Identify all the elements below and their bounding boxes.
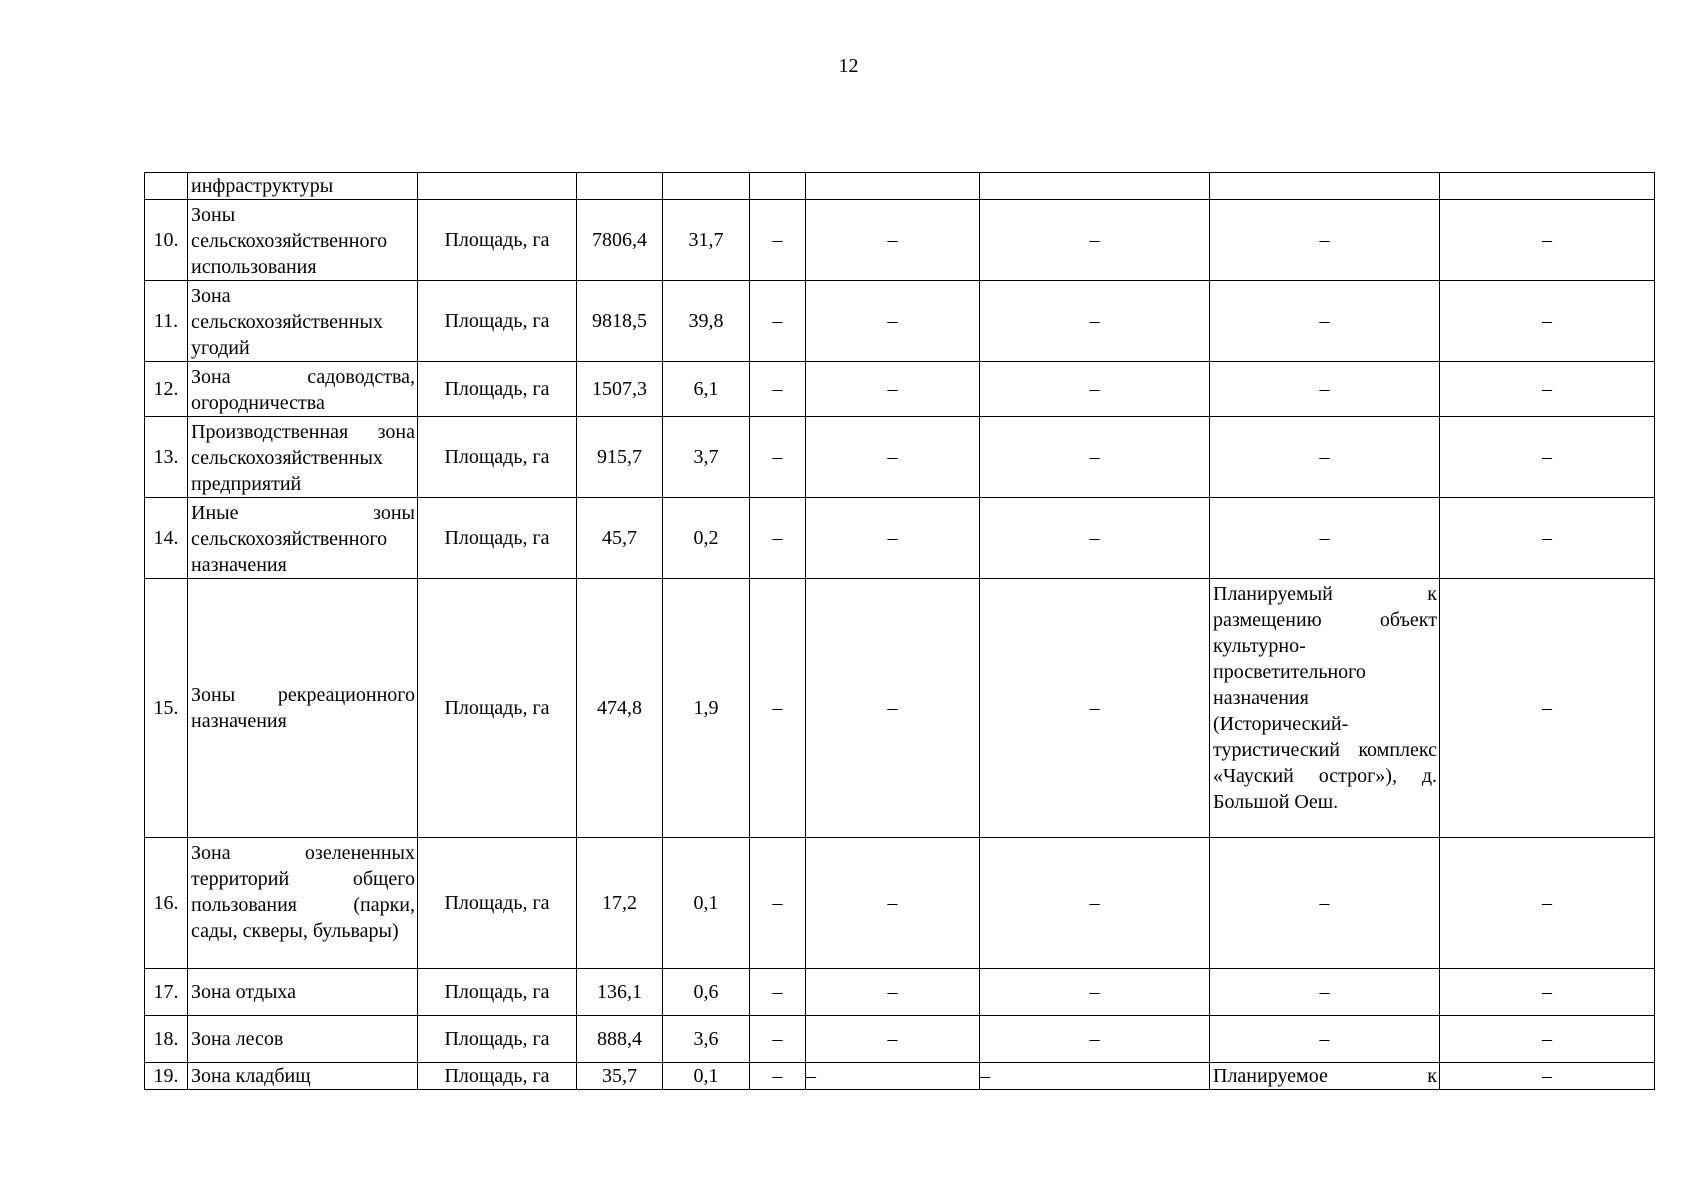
zones-table [144,172,1655,1090]
percent-cell: 1,9 [663,579,750,838]
cell: – [1210,1016,1440,1063]
table-row [145,838,1655,969]
row-number [145,173,188,200]
value-cell: 35,7 [577,1063,663,1090]
value-cell: 474,8 [577,579,663,838]
unit-cell: Площадь, га [418,281,577,362]
zone-name: Зона отдыха [188,969,418,1016]
percent-cell [663,173,750,200]
cell: – [1210,498,1440,579]
value-cell: 1507,3 [577,362,663,417]
cell: – [750,579,806,838]
cell: – [980,579,1210,838]
unit-cell: Площадь, га [418,1016,577,1063]
percent-cell: 31,7 [663,200,750,281]
percent-cell: 0,1 [663,838,750,969]
cell: – [750,1063,806,1090]
cell: – [750,969,806,1016]
table-row [145,281,1655,362]
zone-name: Зона лесов [188,1016,418,1063]
cell: – [980,969,1210,1016]
table-row [145,200,1655,281]
unit-cell: Площадь, га [418,1063,577,1090]
cell: – [806,838,980,969]
cell: – [1210,969,1440,1016]
table-row [145,498,1655,579]
cell: – [980,498,1210,579]
zone-name: Зона садоводства, огородничества [188,362,418,417]
cell: – [1440,579,1655,838]
percent-cell: 0,2 [663,498,750,579]
zone-name: Зона кладбищ [188,1063,418,1090]
cell: – [806,498,980,579]
unit-cell: Площадь, га [418,498,577,579]
planned-object-note: Планируемое к [1210,1063,1440,1090]
percent-cell: 6,1 [663,362,750,417]
cell: – [1440,498,1655,579]
cell: – [1440,838,1655,969]
cell: – [750,1016,806,1063]
cell: – [806,417,980,498]
cell: – [806,969,980,1016]
cell: – [1210,838,1440,969]
cell: – [806,579,980,838]
table-row [145,417,1655,498]
table-row [145,579,1655,838]
percent-cell: 3,6 [663,1016,750,1063]
row-number: 18. [145,1016,188,1063]
cell: – [1210,362,1440,417]
percent-cell: 0,6 [663,969,750,1016]
value-cell: 136,1 [577,969,663,1016]
cell: – [980,838,1210,969]
row-number: 12. [145,362,188,417]
table-row [145,1063,1655,1090]
cell: – [980,1016,1210,1063]
table-row [145,173,1655,200]
value-cell: 9818,5 [577,281,663,362]
row-number: 11. [145,281,188,362]
cell: – [1440,417,1655,498]
cell: – [750,281,806,362]
cell: – [750,498,806,579]
table-row [145,362,1655,417]
value-cell: 915,7 [577,417,663,498]
unit-cell [418,173,577,200]
cell: – [980,200,1210,281]
percent-cell: 0,1 [663,1063,750,1090]
table-row [145,1016,1655,1063]
unit-cell: Площадь, га [418,362,577,417]
zone-name: Зона озелененных территорий общего пользования (парки, сады, скверы, бульвары) [188,838,418,969]
zone-name: Производственная зона сельскохозяйственных предприятий [188,417,418,498]
cell: – [806,362,980,417]
cell: – [750,417,806,498]
unit-cell: Площадь, га [418,969,577,1016]
unit-cell: Площадь, га [418,200,577,281]
cell: – [750,200,806,281]
cell: – [806,1063,980,1090]
cell [750,173,806,200]
row-number: 15. [145,579,188,838]
zone-name: Иные зоны сельскохозяйственного назначения [188,498,418,579]
value-cell: 45,7 [577,498,663,579]
zone-name: Зоны сельскохозяйственного использования [188,200,418,281]
row-number: 13. [145,417,188,498]
value-cell [577,173,663,200]
cell: – [1440,200,1655,281]
cell: – [980,417,1210,498]
cell [980,173,1210,200]
cell: – [1440,281,1655,362]
cell: – [1440,1016,1655,1063]
row-number: 16. [145,838,188,969]
row-number: 17. [145,969,188,1016]
cell [1210,173,1440,200]
value-cell: 888,4 [577,1016,663,1063]
cell: – [750,838,806,969]
cell: – [1210,417,1440,498]
cell: – [806,200,980,281]
cell: – [1440,1063,1655,1090]
cell: – [980,281,1210,362]
cell: – [806,281,980,362]
row-number: 10. [145,200,188,281]
percent-cell: 3,7 [663,417,750,498]
table-row [145,969,1655,1016]
cell: – [980,362,1210,417]
row-number: 14. [145,498,188,579]
unit-cell: Площадь, га [418,579,577,838]
page-number: 12 [838,55,859,77]
value-cell: 17,2 [577,838,663,969]
percent-cell: 39,8 [663,281,750,362]
zone-name: инфраструктуры [188,173,418,200]
cell: – [1440,362,1655,417]
row-number: 19. [145,1063,188,1090]
unit-cell: Площадь, га [418,838,577,969]
cell: – [980,1063,1210,1090]
value-cell: 7806,4 [577,200,663,281]
zone-name: Зоны рекреационного назначения [188,579,418,838]
zone-name: Зона сельскохозяйственных угодий [188,281,418,362]
cell: – [1210,200,1440,281]
cell [1440,173,1655,200]
cell: – [806,1016,980,1063]
planned-object-note: Планируемый к размещению объект культурно-просветительного назначения (Исторический-туристический комплекс «Чауский острог»), д. Большой Оеш. [1210,579,1440,838]
unit-cell: Площадь, га [418,417,577,498]
cell: – [750,362,806,417]
cell: – [1210,281,1440,362]
cell: – [1440,969,1655,1016]
cell [806,173,980,200]
